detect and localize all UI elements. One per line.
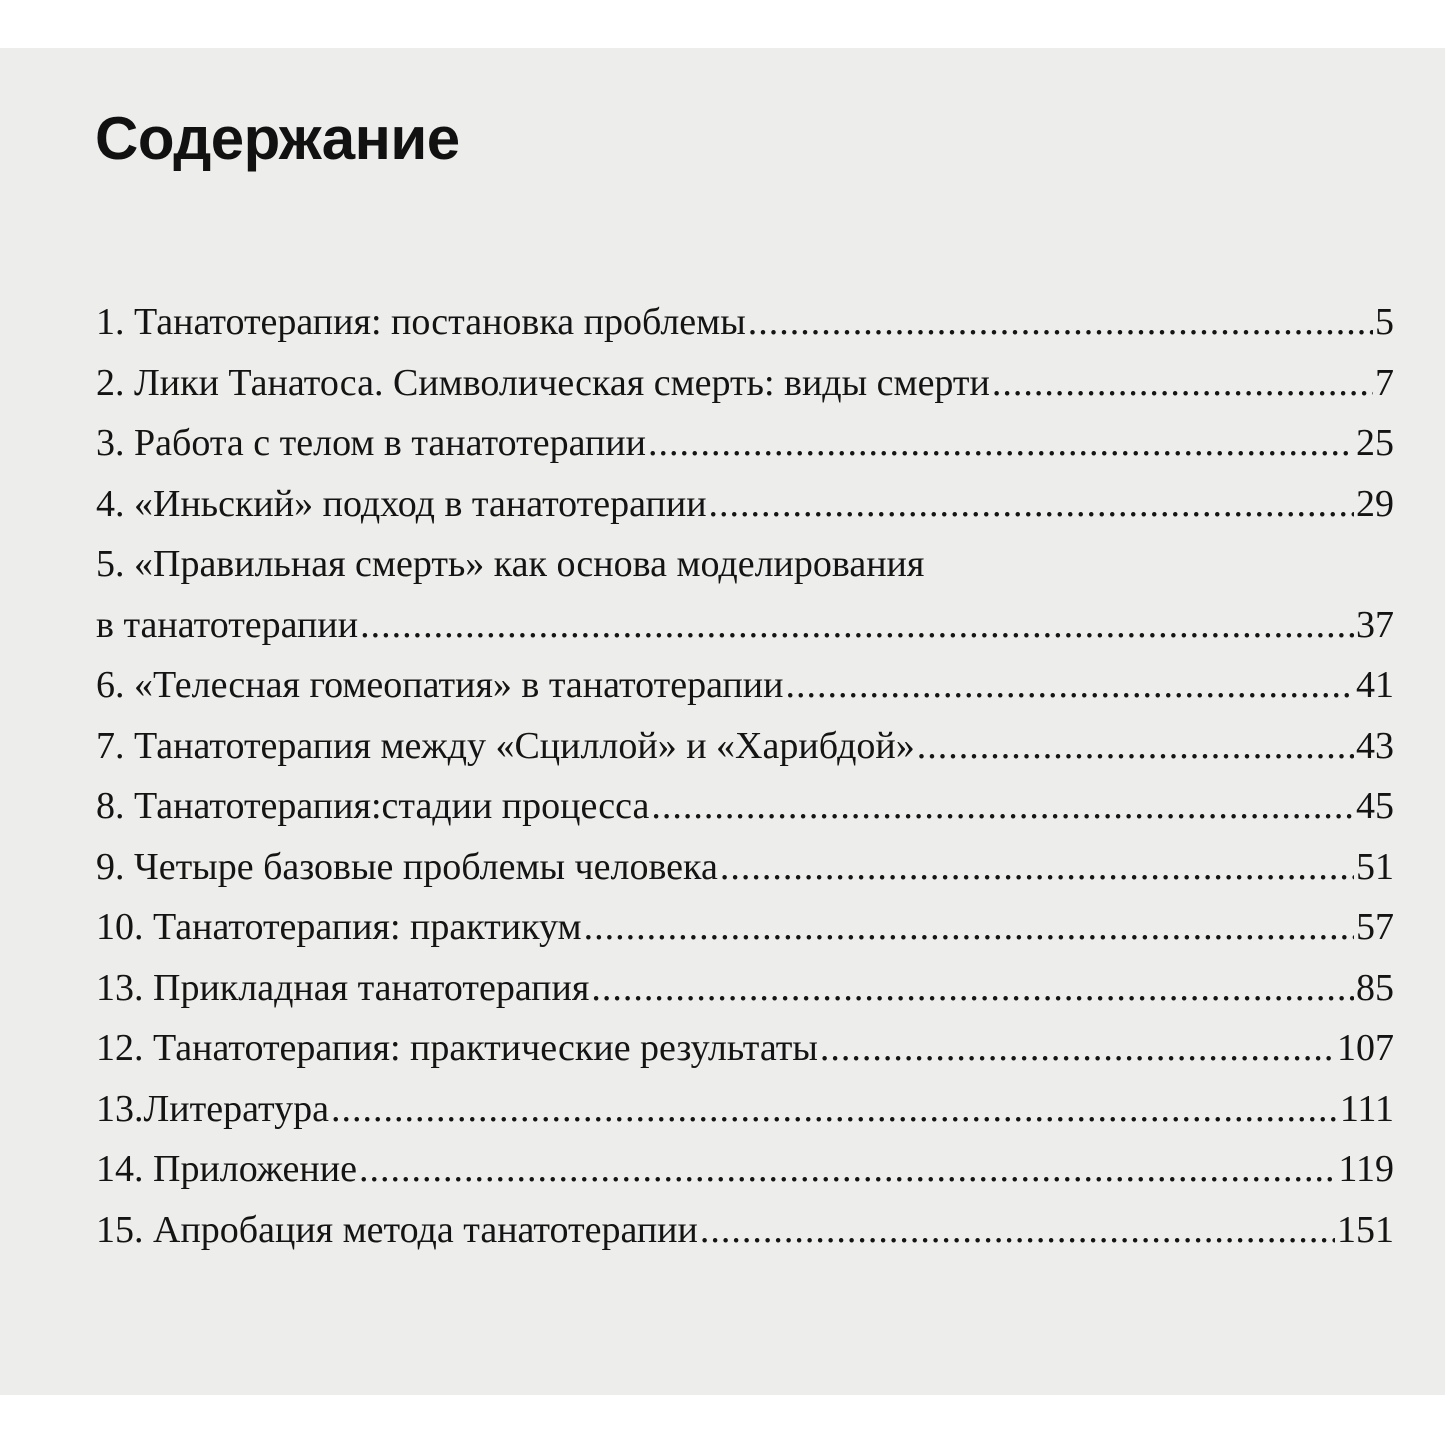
dot-leader [820,1018,1335,1079]
dot-leader [591,958,1354,1019]
dot-leader [359,1139,1336,1200]
toc-entry-title: 1. Танатотерапия: постановка проблемы [96,301,746,343]
toc-page-number: 45 [1356,785,1394,827]
dot-leader [785,655,1354,716]
book-page [0,48,1445,1395]
toc-entry-9 [96,837,1394,898]
toc-page-number: 43 [1356,724,1394,767]
toc-entry-2 [96,353,1394,414]
toc-entry-title: 13. Прикладная танатотерапия [96,966,590,1009]
toc-entry-6 [96,655,1394,716]
dot-leader [648,413,1354,474]
toc-entry-title: 6. «Телесная гомеопатия» в танатотерапии [96,664,784,706]
toc-entry-10 [96,897,1394,958]
toc-entry-5 [96,534,1394,595]
toc-entry-title-continued: в танатотерапии [96,603,359,646]
toc-entry-4 [96,474,1394,535]
toc-page-number: 7 [1375,361,1394,404]
dot-leader [331,1079,1338,1140]
dot-leader [700,1200,1335,1261]
dot-leader [720,837,1354,898]
toc-entry-title: 3. Работа с телом в танатотерапии [96,422,646,464]
table-of-contents [96,292,1394,1260]
toc-page-number: 107 [1337,1027,1394,1069]
toc-entry-11 [96,958,1394,1019]
toc-page-number: 41 [1356,664,1394,706]
dot-leader [360,595,1354,656]
toc-entry-13 [96,1079,1394,1140]
toc-entry-12 [96,1018,1394,1079]
toc-page-number: 5 [1375,301,1394,343]
toc-page-number: 111 [1339,1087,1394,1130]
toc-entry-title: 12. Танатотерапия: практические результаты [96,1027,818,1069]
toc-entry-title: 13.Литература [96,1087,329,1130]
toc-entry-5-continued [96,595,1394,656]
toc-entry-title: 2. Лики Танатоса. Символическая смерть: виды смерти [96,361,990,404]
toc-entry-title: 9. Четыре базовые проблемы человека [96,845,718,888]
toc-entry-7 [96,716,1394,777]
toc-page-number: 29 [1356,482,1394,525]
toc-entry-title: 7. Танатотерапия между «Сциллой» и «Харибдой» [96,724,915,767]
dot-leader [917,716,1354,777]
toc-entry-title: 8. Танатотерапия:стадии процесса [96,785,650,827]
toc-entry-15 [96,1200,1394,1261]
dot-leader [748,292,1373,353]
toc-page-number: 57 [1356,906,1394,948]
toc-page-number: 25 [1356,422,1394,464]
dot-leader [709,474,1354,535]
toc-page-number: 37 [1356,603,1394,646]
dot-leader [992,353,1373,414]
dot-leader [584,897,1354,958]
toc-page-number: 151 [1337,1208,1394,1251]
toc-entry-1 [96,292,1394,353]
toc-entry-8 [96,776,1394,837]
page-title: Содержание [95,105,460,172]
toc-entry-3 [96,413,1394,474]
toc-entry-title: 4. «Иньский» подход в танатотерапии [96,482,707,525]
toc-page-number: 119 [1338,1148,1394,1190]
dot-leader [651,776,1354,837]
toc-entry-title: 14. Приложение [96,1148,357,1190]
toc-page-number: 85 [1356,966,1394,1009]
toc-entry-title: 10. Танатотерапия: практикум [96,906,582,948]
toc-page-number: 51 [1356,845,1394,888]
toc-entry-14 [96,1139,1394,1200]
toc-entry-title: 5. «Правильная смерть» как основа моделирования [96,543,925,585]
toc-entry-title: 15. Апробация метода танатотерапии [96,1208,698,1251]
